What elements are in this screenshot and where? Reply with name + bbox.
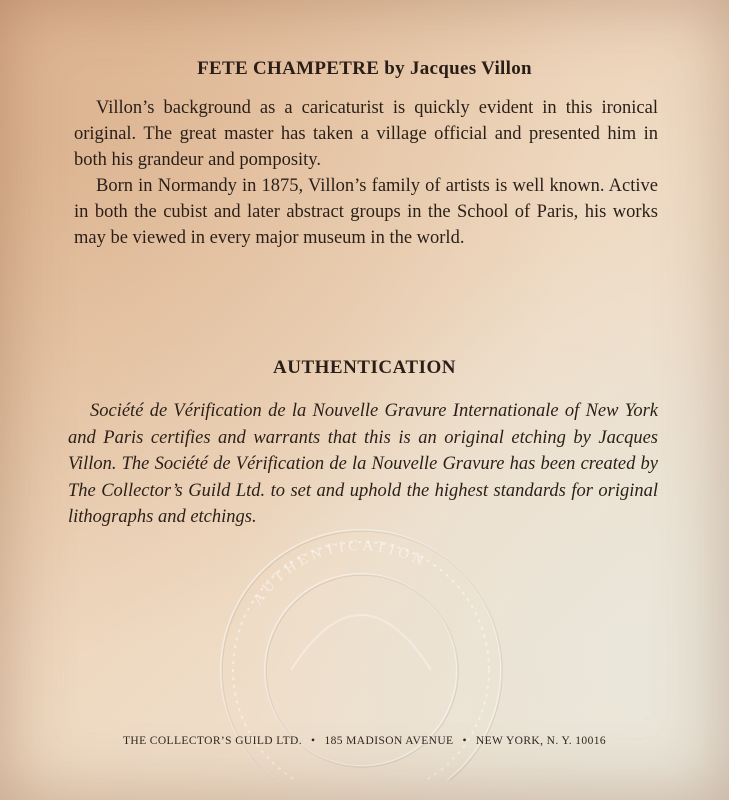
footer-city: NEW YORK, N. Y. 10016 xyxy=(475,735,607,747)
intro-paragraph-1: Villon’s background as a caricaturist is quickly evident in this ironical original. The great master has taken a village official and presented him in both his grandeur and pomposity. xyxy=(74,98,658,170)
footer-separator-1: • xyxy=(311,735,316,747)
authentication-heading: AUTHENTICATION xyxy=(273,357,456,378)
footer xyxy=(0,735,729,747)
footer-company: THE COLLECTOR’S GUILD LTD. xyxy=(122,735,303,747)
seal-embossed-text: AUTHENTICATION xyxy=(249,537,430,608)
document-title: FETE CHAMPETRE by Jacques Villon xyxy=(197,58,532,79)
svg-text:AUTHENTICATION xyxy=(250,538,430,608)
intro-paragraph-2: Born in Normandy in 1875, Villon’s family of artists is well known. Active in both the cubist and later abstract groups in the School of Paris, his works may be viewed in every major museum in the world. xyxy=(74,176,658,248)
footer-address: 185 MADISON AVENUE xyxy=(324,735,454,747)
intro-section xyxy=(74,95,658,251)
footer-separator-2: • xyxy=(462,735,467,747)
authentication-text: Société de Vérification de la Nouvelle Gravure Internationale of New York and Paris certifies and warrants that this is an original etching by Jacques Villon. The Société de Vérification de la Nouvelle Gravure has been created by The Collector’s Guild Ltd. to set and uphold the highest standards for original lithographs and etchings. xyxy=(68,401,658,527)
